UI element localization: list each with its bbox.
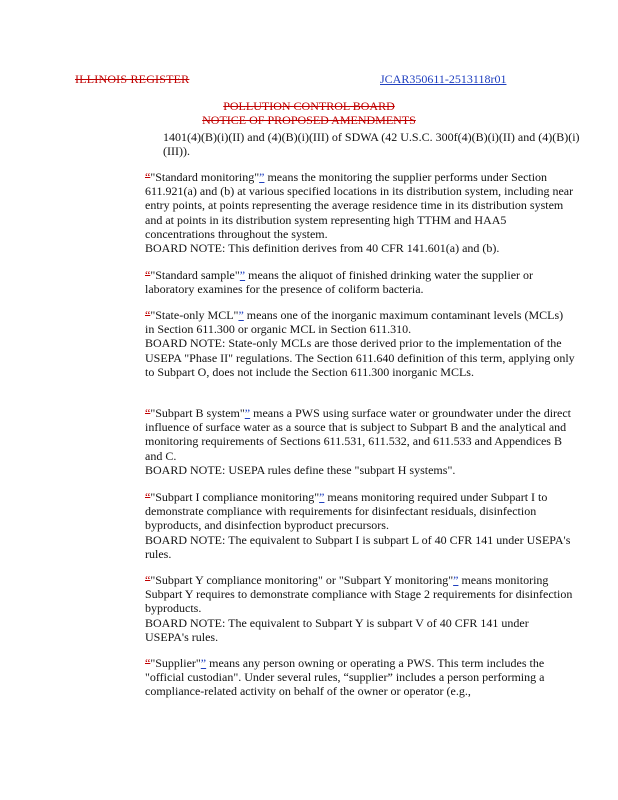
definition-standard-sample bbox=[145, 268, 575, 296]
board-note: BOARD NOTE: The equivalent to Subpart I is subpart L of 40 CFR 141 under USEPA's rules. bbox=[145, 532, 571, 561]
board-note: BOARD NOTE: This definition derives from 40 CFR 141.601(a) and (b). bbox=[145, 241, 500, 256]
definition-body: means any person owning or operating a PWS. This term includes the "official custodian". Under several rules, “supplier” includes a person performing a compliance-related activity on behalf of the owner or operator (e.g., bbox=[145, 656, 545, 699]
definition-term: "Subpart B system" bbox=[150, 406, 245, 420]
definition-term: "Subpart I compliance monitoring" bbox=[150, 490, 320, 504]
inserted-quote: ” bbox=[259, 170, 265, 184]
title-notice: NOTICE OF PROPOSED AMENDMENTS bbox=[202, 113, 416, 127]
deleted-quote: “ bbox=[145, 656, 151, 670]
definition-term: "State-only MCL" bbox=[150, 308, 239, 322]
inserted-quote: ” bbox=[244, 406, 251, 420]
definition-standard-monitoring bbox=[145, 170, 575, 255]
deleted-quote: “ bbox=[145, 268, 151, 282]
definition-term: "Standard sample" bbox=[150, 268, 240, 282]
deleted-quote: “ bbox=[145, 490, 151, 504]
definition-term: "Standard monitoring" bbox=[150, 170, 260, 184]
definition-body: means monitoring required under Subpart I to demonstrate compliance with requirements for disinfectant residuals, disinfection byproducts, and disinfection byproduct precursors. bbox=[145, 490, 548, 533]
title-board: POLLUTION CONTROL BOARD bbox=[223, 99, 395, 113]
definition-state-only-mcl bbox=[145, 308, 575, 379]
inserted-quote: ” bbox=[200, 656, 207, 670]
deleted-quote: “ bbox=[145, 308, 151, 322]
inserted-quote: ” bbox=[238, 308, 244, 322]
definition-term: "Supplier" bbox=[150, 656, 201, 670]
deleted-quote: “ bbox=[145, 170, 151, 184]
continued-fragment: 1401(4)(B)(i)(II) and (4)(B)(i)(III) of SDWA (42 U.S.C. 300f(4)(B)(i)(II) and (4)(B)(i)(III)). bbox=[163, 130, 580, 159]
deleted-quote: “ bbox=[145, 406, 151, 420]
definition-subpart-b-system bbox=[145, 406, 575, 477]
definition-supplier bbox=[145, 656, 575, 699]
definition-subpart-i-compliance-monitoring bbox=[145, 490, 575, 561]
definition-body: means one of the inorganic maximum contaminant levels (MCLs) in Section 611.300 or organic MCL in Section 611.310. bbox=[145, 308, 564, 337]
deleted-quote: “ bbox=[145, 573, 151, 587]
board-note: BOARD NOTE: State-only MCLs are those derived prior to the implementation of the USEPA "Phase II" regulations. The Section 611.640 definition of this term, applying only to Subpart O, does not include the Section 611.300 inorganic MCLs. bbox=[145, 336, 575, 379]
definition-body: means the monitoring the supplier performs under Section 611.921(a) and (b) at various specified locations in its distribution system, including near entry points, at points representing the average residence time in its distribution system and at points in its distribution system representing high TTHM and HAA5 concentrations throughout the system. bbox=[145, 170, 574, 241]
definition-subpart-y-compliance-monitoring bbox=[145, 573, 575, 644]
definition-body: means the aliquot of finished drinking water the supplier or laboratory examines for the presence of coliform bacteria. bbox=[145, 268, 534, 297]
definition-term: "Subpart Y compliance monitoring" or "Subpart Y monitoring" bbox=[150, 573, 454, 587]
header-document-id: JCAR350611-2513118r01 bbox=[380, 72, 507, 86]
board-note: BOARD NOTE: The equivalent to Subpart Y is subpart V of 40 CFR 141 under USEPA's rules. bbox=[145, 615, 529, 644]
definition-body: means a PWS using surface water or groundwater under the direct influence of surface water as a source that is subject to Subpart B and the analytical and monitoring requirements of Sections 611.531, 611.532, and 611.533 and Appendices B and C. bbox=[145, 406, 572, 463]
inserted-quote: ” bbox=[239, 268, 246, 282]
definition-body: means monitoring Subpart Y requires to demonstrate compliance with Stage 2 requirements for disinfection byproducts. bbox=[145, 573, 573, 616]
header-register-name: ILLINOIS REGISTER bbox=[75, 72, 190, 86]
inserted-quote: ” bbox=[453, 573, 459, 587]
board-note: BOARD NOTE: USEPA rules define these "subpart H systems". bbox=[145, 462, 456, 477]
inserted-quote: ” bbox=[319, 490, 325, 504]
